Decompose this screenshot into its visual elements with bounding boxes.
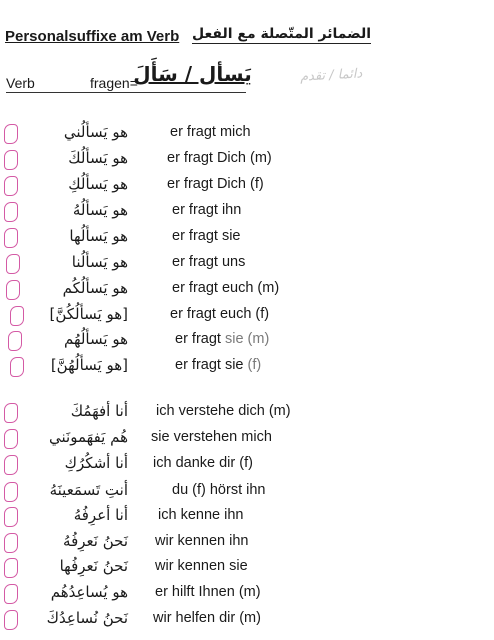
arabic-phrase: هو يَسألُكِ: [68, 175, 128, 193]
suffix-annotation: [4, 228, 18, 248]
german-phrase: [175, 331, 269, 347]
german-phrase-faded: (f): [247, 357, 262, 373]
arabic-phrase: هو يَسألُهُ: [72, 201, 128, 219]
suffix-annotation: [4, 610, 18, 630]
arabic-phrase: نَحنُ نَعرِفُها: [59, 557, 128, 575]
suffix-annotation: [4, 150, 18, 170]
suffix-annotation: [4, 507, 18, 527]
german-phrase: er fragt sie: [172, 228, 241, 244]
list-item: [0, 279, 494, 301]
suffix-annotation: [10, 357, 24, 377]
verb-label: Verb: [6, 75, 35, 91]
arabic-phrase: هو يَسألُكُم: [62, 279, 128, 297]
list-item: [0, 506, 494, 528]
german-phrase: ich kenne ihn: [158, 507, 244, 523]
arabic-phrase: هو يَسألُها: [69, 227, 128, 245]
title-arabic-text: الضمائر المتّصلة مع الفعل: [192, 26, 371, 42]
german-phrase: wir helfen dir (m): [153, 610, 261, 626]
german-phrase-main: er fragt sie: [175, 357, 248, 373]
german-phrase: er fragt uns: [172, 254, 246, 270]
german-phrase: er fragt euch (m): [172, 280, 280, 296]
list-item: [0, 454, 494, 476]
german-phrase: ich verstehe dich (m): [156, 403, 291, 419]
list-item: [0, 609, 494, 631]
verb-german: fragen=: [90, 75, 138, 91]
suffix-annotation: [4, 429, 18, 449]
suffix-annotation: [4, 202, 18, 222]
arabic-phrase: أنا أعرِفُهُ: [73, 506, 128, 524]
german-phrase: er fragt ihn: [172, 202, 242, 218]
arabic-phrase: أنا أفهَمُكَ: [70, 402, 128, 420]
suffix-annotation: [6, 254, 20, 274]
list-item: [0, 149, 494, 171]
list-item: [0, 201, 494, 223]
list-item: [0, 428, 494, 450]
arabic-phrase: [هو يَسألُكُنَّ]: [49, 305, 128, 323]
german-phrase: er fragt Dich (f): [167, 176, 264, 192]
pencil-note: دائما / تقدم: [299, 66, 363, 85]
german-phrase: ich danke dir (f): [153, 455, 253, 471]
arabic-phrase: هُم يَفهَمونَني: [49, 428, 128, 446]
arabic-phrase: هو يَسألُكَ: [68, 149, 128, 167]
german-phrase: er hilft Ihnen (m): [155, 584, 261, 600]
title-arabic: [192, 26, 371, 42]
arabic-phrase: هو يَسألُنا: [71, 253, 128, 271]
german-phrase: wir kennen sie: [155, 558, 248, 574]
german-phrase: er fragt euch (f): [170, 306, 270, 322]
german-phrase: du (f) hörst ihn: [172, 482, 266, 498]
list-item: [0, 481, 494, 503]
list-item: [0, 356, 494, 378]
verb-arabic: يَسأل / سَأَلَ: [133, 62, 252, 86]
arabic-phrase: نَحنُ نُساعِدُكَ: [46, 609, 128, 627]
suffix-annotation: [6, 280, 20, 300]
list-item: [0, 175, 494, 197]
suffix-annotation: [4, 584, 18, 604]
german-phrase: er fragt Dich (m): [167, 150, 272, 166]
list-item: [0, 305, 494, 327]
suffix-annotation: [4, 482, 18, 502]
german-phrase: er fragt mich: [170, 124, 251, 140]
arabic-phrase: [هو يَسألُهُنَّ]: [50, 356, 128, 374]
title-german: Personalsuffixe am Verb: [5, 28, 180, 45]
german-phrase: wir kennen ihn: [155, 533, 249, 549]
arabic-phrase: أنا أشكُرُكِ: [64, 454, 128, 472]
list-item: [0, 557, 494, 579]
list-item: [0, 583, 494, 605]
suffix-annotation: [8, 331, 22, 351]
german-phrase: [175, 357, 261, 373]
suffix-annotation: [4, 403, 18, 423]
suffix-annotation: [4, 455, 18, 475]
list-item: [0, 402, 494, 424]
list-item: [0, 330, 494, 352]
german-phrase: sie verstehen mich: [151, 429, 272, 445]
arabic-phrase: هو يُساعِدُهُم: [50, 583, 128, 601]
list-item: [0, 532, 494, 554]
arabic-phrase: هو يَسألُهُم: [63, 330, 128, 348]
german-phrase-main: er fragt: [175, 331, 225, 347]
arabic-phrase: أنتِ تَسمَعينَهُ: [49, 481, 128, 499]
suffix-annotation: [4, 533, 18, 553]
arabic-phrase: هو يَسألُني: [63, 123, 128, 141]
german-phrase-faded: sie (m): [224, 331, 270, 347]
list-item: [0, 123, 494, 145]
list-item: [0, 227, 494, 249]
suffix-annotation: [4, 558, 18, 578]
list-item: [0, 253, 494, 275]
suffix-annotation: [4, 176, 18, 196]
arabic-phrase: نَحنُ نَعرِفُهُ: [63, 532, 128, 550]
suffix-annotation: [10, 306, 24, 326]
verb-underline: [6, 92, 246, 93]
suffix-annotation: [4, 124, 18, 144]
